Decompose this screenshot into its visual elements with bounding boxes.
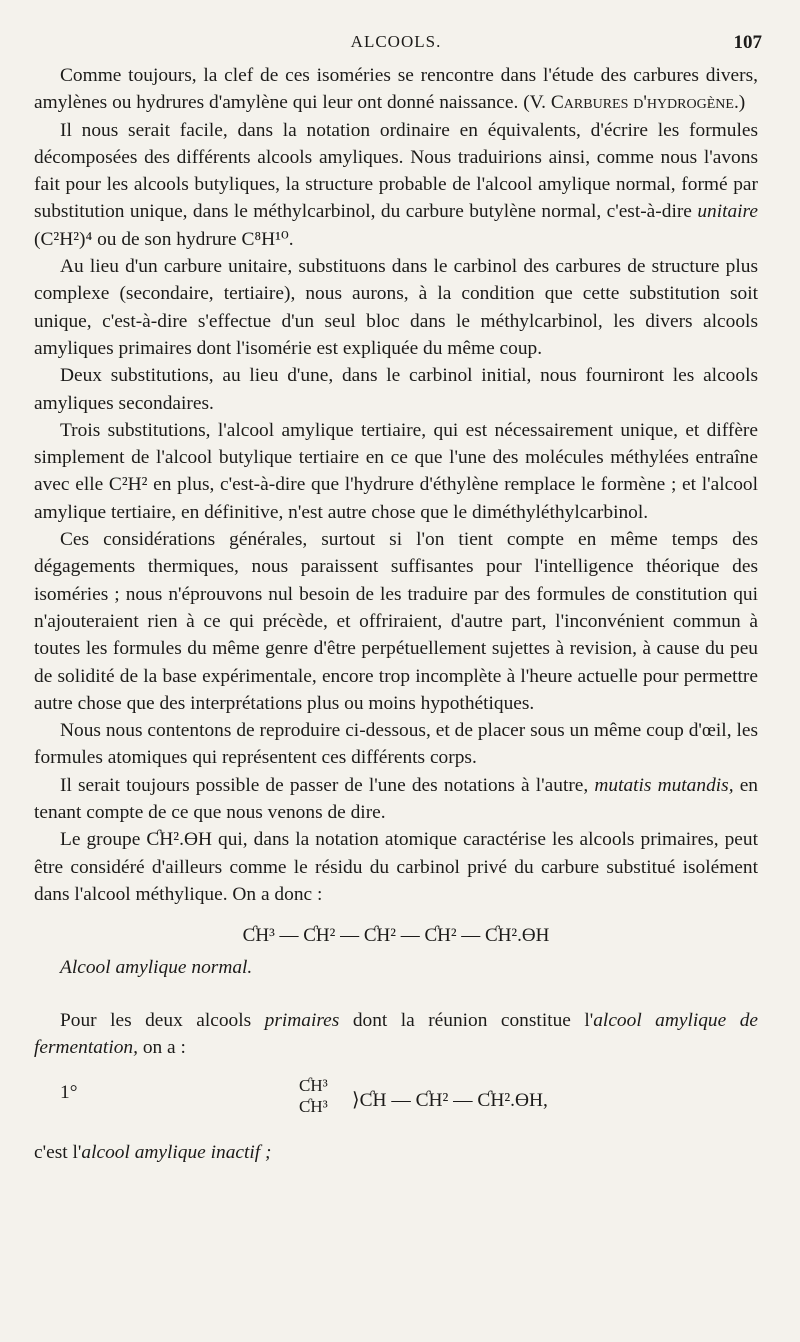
paragraph-4: Deux substitutions, au lieu d'une, dans le carbinol initial, nous fourniront les alcools amyliques secondaires. xyxy=(34,365,758,414)
formula-inline: (C²H²)⁴ xyxy=(34,228,93,250)
structural-formula xyxy=(34,1073,758,1139)
body-text xyxy=(34,62,758,1167)
paragraph-7: Nous nous contentons de reproduire ci-dessous, et de placer sous un même coup d'œil, les formules atomiques qui représentent ces différents corps. xyxy=(34,720,758,769)
page-header xyxy=(30,32,762,56)
paragraph-8: Il serait toujours possible de passer de l'une des notations à l'autre, mutatis mutandis, en tenant compte de ce que nous venons de dire. xyxy=(34,774,758,824)
formula-branch: ƇH³ ƇH³ xyxy=(299,1076,328,1117)
page-number: 107 xyxy=(733,32,762,53)
paragraph-1: Comme toujours, la clef de ces isoméries se rencontre dans l'étude des carbures divers, amylènes ou hydrures d'amylène qui leur ont donné naissance. (V. Carbures d'hydrogène.) xyxy=(34,65,758,114)
paragraph-5: Trois substitutions, l'alcool amylique tertiaire, qui est nécessairement unique, et diffère simplement de l'alcool butylique tertiaire en ce que l'une des molécules méthylées entraîne avec elle C²H² en plus, c'est-à-dire que l'hydrure d'éthylène remplace le formène ; et l'alcool amylique tertiaire, en définitive, n'est autre chose que le diméthyléthylcarbinol. xyxy=(34,419,758,523)
paragraph-11: c'est l'alcool amylique inactif ; xyxy=(34,1142,272,1164)
paragraph-3: Au lieu d'un carbure unitaire, substituons dans le carbinol des carbures de structure plus complexe (secondaire, tertiaire), nous aurons, à la condition que cette substitution soit unique, c'est-à-dire s'effectue d'un seul bloc dans le méthylcarbinol, les divers alcools amyliques primaires dont l'isomérie est expliquée du même coup. xyxy=(34,256,758,359)
paragraph-6: Ces considérations générales, surtout si l'on tient compte en même temps des dégagements thermiques, nous paraissent suffisantes pour l'intelligence théorique des isoméries ; nous n'éprouvons nul besoin de les traduire par des formules de constitution qui n'ajouteraient rien à ce qui précède, et offriraient, d'autre part, l'inconvénient commun à toutes les formules du même genre d'être perpétuellement sujettes à revision, à cause du peu de solidité de la base expérimentale, encore trop incomplète à l'heure actuelle pour permettre autre chose que des interprétations plus ou moins hypothétiques. xyxy=(34,529,758,714)
paragraph-10: Pour les deux alcools primaires dont la réunion constitue l'alcool amylique de fermentation, on a : xyxy=(34,1009,758,1059)
running-title: ALCOOLS. xyxy=(350,32,442,51)
formula-normal-amyl-alcohol: ƇH³ — ƇH² — ƇH² — ƇH² — ƇH².ƟH xyxy=(242,925,550,947)
paragraph-2: Il nous serait facile, dans la notation ordinaire en équivalents, d'écrire les formules décomposées des différents alcools amyliques. Nous traduirions ainsi, comme nous l'avons fait pour les alcools butyliques, la structure probable de l'alcool amylique normal, formé par substitution unique, dans le méthylcarbinol, du carbure butylène normal, c'est-à-dire unitaire (C²H²)⁴ ou de son hydrure C⁸H¹⁰. xyxy=(34,119,758,250)
formula-inline: C⁸H¹⁰. xyxy=(241,228,294,250)
formula-chain: ⟩ƇH — ƇH² — ƇH².ƟH, xyxy=(352,1090,548,1112)
paragraph-9: Le groupe ƇH².ƟH qui, dans la notation atomique caractérise les alcools primaires, peut être considéré d'ailleurs comme le résidu du carbinol privé du carbure substitué isolément dans l'alcool méthylique. On a donc : xyxy=(34,829,758,905)
formula-caption: Alcool amylique normal. xyxy=(60,956,253,978)
formula-number: 1° xyxy=(60,1082,78,1104)
cross-reference: Carbures d'hydrogène xyxy=(550,92,734,114)
